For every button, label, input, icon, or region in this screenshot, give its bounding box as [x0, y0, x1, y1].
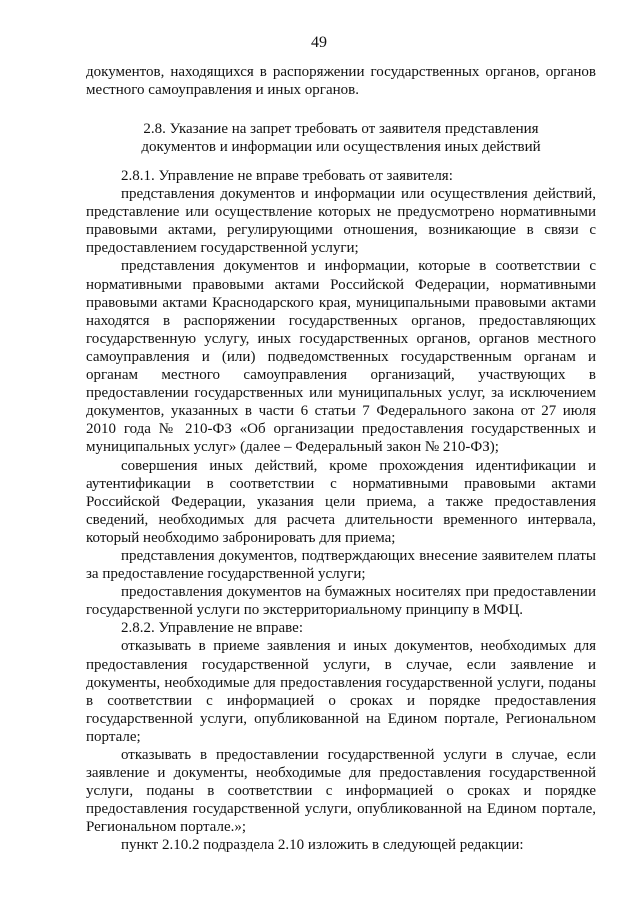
- paragraph-item-2: представления документов и информации, которые в соответствии с нормативными правовыми актами Российской Федерации, нормативными правовыми актами Краснодарского края, муниципальными правовыми актами находятся в распоряжении государственных органов, предоставляющих государственную услугу, иных государственных органов, органов местного самоуправления и (или) подведомственных государственным органам и органам местного самоуправления организаций, участвующих в предоставлении государственных или муниципальных услуг, за исключением документов, указанных в части 6 статьи 7 Федерального закона от 27 июля 2010 года № 210-ФЗ «Об организации предоставления государственных и муниципальных услуг» (далее – Федеральный закон № 210-ФЗ);: [86, 258, 596, 456]
- page-number: 49: [311, 34, 327, 51]
- paragraph-amendment: пункт 2.10.2 подраздела 2.10 изложить в следующей редакции:: [121, 837, 524, 854]
- continuation-paragraph: документов, находящихся в распоряжении государственных органов, органов местного самоуправления и иных органов.: [86, 64, 596, 99]
- paragraph-item-1: представления документов и информации или осуществления действий, представление или осуществление которых не предусмотрено нормативными правовыми актами, регулирующими отношения, возникающие в связи с предоставлением государственной услуги;: [86, 186, 596, 257]
- paragraph-refusal-1: отказывать в приеме заявления и иных документов, необходимых для предоставления государственной услуги, в случае, если заявление и документы, необходимые для предоставления государственной услуги, поданы в соответствии с информацией о сроках и порядке предоставления государственной услуги, опубликованной на Едином портале, Региональном портале;: [86, 638, 596, 745]
- continuation-block: [86, 63, 596, 99]
- section-heading: [86, 120, 596, 156]
- section-heading-line-1: 2.8. Указание на запрет требовать от заявителя представления: [143, 121, 539, 137]
- paragraph-refusal-2: отказывать в предоставлении государственной услуги в случае, если заявление и документы, необходимые для предоставления государственной услуги, поданы в соответствии с информацией о сроках и порядке предоставления государственной услуги, опубликованной на Едином портале, Региональном портале.»;: [86, 747, 596, 836]
- paragraph-item-5: предоставления документов на бумажных носителях при предоставлении государственной услуги по экстерриториальному принципу в МФЦ.: [86, 584, 596, 619]
- section-heading-line-2: документов и информации или осуществления иных действий: [141, 139, 541, 156]
- paragraph-item-3: совершения иных действий, кроме прохождения идентификации и аутентификации в соответствии с нормативными правовыми актами Российской Федерации, указания цели приема, а также предоставления сведений, необходимых для расчета длительности временного интервала, который необходимо забронировать для приема;: [86, 457, 596, 546]
- body-text: [86, 167, 596, 855]
- paragraph-item-4: представления документов, подтверждающих внесение заявителем платы за предоставление государственной услуги;: [86, 547, 596, 583]
- paragraph-2-8-1: 2.8.1. Управление не вправе требовать от заявителя:: [121, 168, 453, 184]
- paragraph-2-8-2: 2.8.2. Управление не вправе:: [121, 620, 303, 637]
